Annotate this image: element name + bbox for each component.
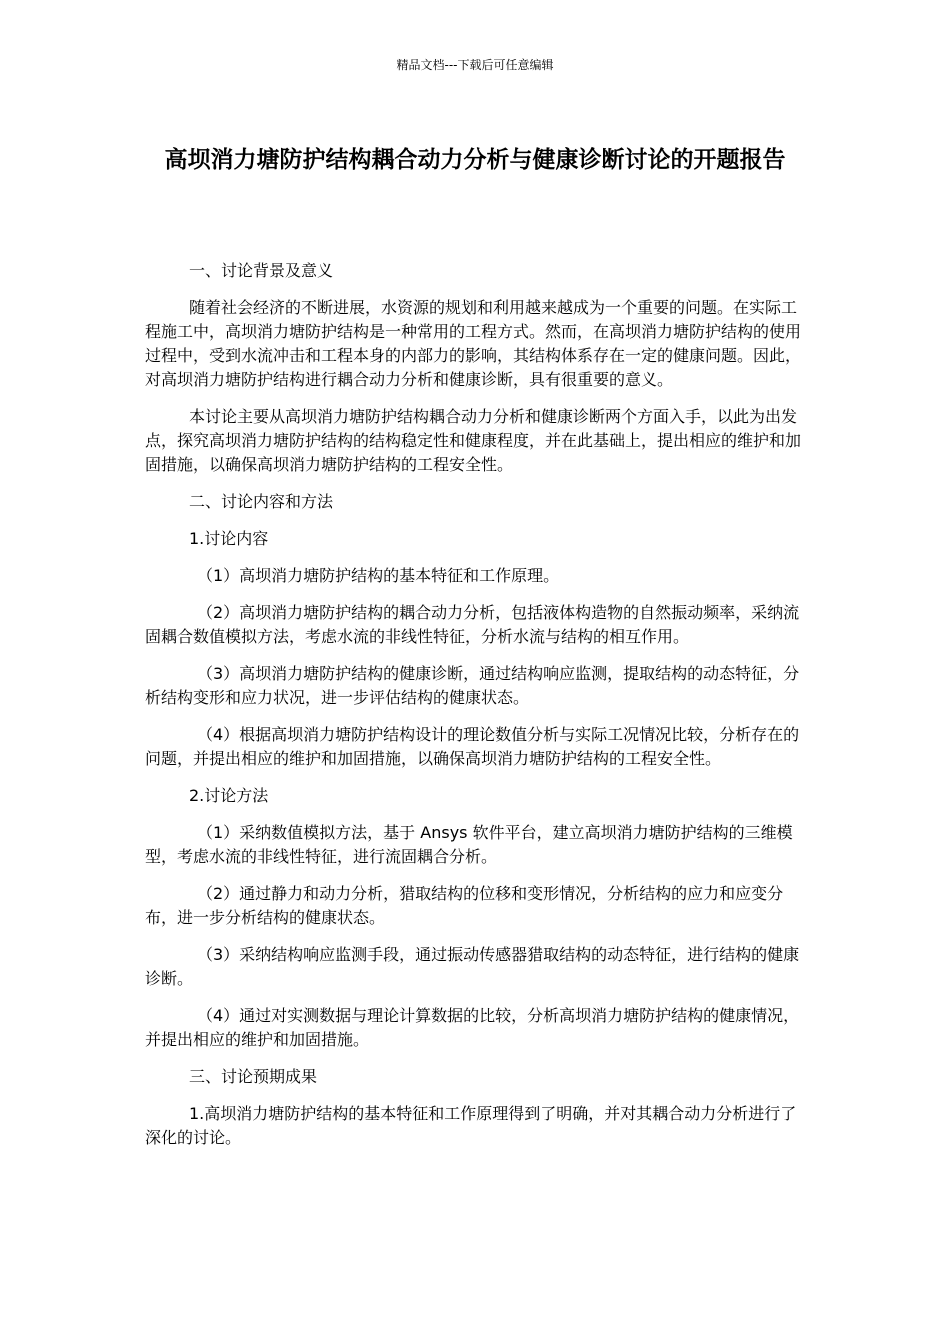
paragraph-background-1: 随着社会经济的不断进展，水资源的规划和利用越来越成为一个重要的问题。在实际工程施工中，高坝消力塘防护结构是一种常用的工程方式。然而，在高坝消力塘防护结构的使用过程中，受到水流冲击和工程本身的内部力的影响，其结构体系存在一定的健康问题。因此，对高坝消力塘防护结构进行耦合动力分析和健康诊断，具有很重要的意义。	[145, 298, 802, 389]
method-item-4: （4）通过对实测数据与理论计算数据的比较，分析高坝消力塘防护结构的健康情况，并提出相应的维护和加固措施。	[145, 1006, 800, 1049]
content-item-3: （3）高坝消力塘防护结构的健康诊断，通过结构响应监测，提取结构的动态特征，分析结构变形和应力状况，进一步评估结构的健康状态。	[145, 664, 800, 707]
subheading-content: 1.讨论内容	[189, 529, 269, 548]
subheading-methods: 2.讨论方法	[189, 786, 269, 805]
content-item-4: （4）根据高坝消力塘防护结构设计的理论数值分析与实际工况情况比较，分析存在的问题，并提出相应的维护和加固措施，以确保高坝消力塘防护结构的工程安全性。	[145, 725, 800, 768]
document-title: 高坝消力塘防护结构耦合动力分析与健康诊断讨论的开题报告	[164, 147, 786, 173]
paragraph-background-2: 本讨论主要从高坝消力塘防护结构耦合动力分析和健康诊断两个方面入手，以此为出发点，探究高坝消力塘防护结构的结构稳定性和健康程度，并在此基础上，提出相应的维护和加固措施，以确保高坝消力塘防护结构的工程安全性。	[145, 407, 802, 474]
method-item-3: （3）采纳结构响应监测手段，通过振动传感器猎取结构的动态特征，进行结构的健康诊断。	[145, 945, 800, 988]
section-heading-expected-results: 三、讨论预期成果	[189, 1067, 318, 1086]
content-item-1: （1）高坝消力塘防护结构的基本特征和工作原理。	[197, 566, 560, 585]
section-heading-background: 一、讨论背景及意义	[189, 261, 334, 280]
method-item-2: （2）通过静力和动力分析，猎取结构的位移和变形情况，分析结构的应力和应变分布，进一步分析结构的健康状态。	[145, 884, 784, 927]
document-body	[145, 259, 805, 1163]
expected-result-1: 1.高坝消力塘防护结构的基本特征和工作原理得到了明确，并对其耦合动力分析进行了深化的讨论。	[145, 1104, 797, 1147]
content-item-2: （2）高坝消力塘防护结构的耦合动力分析，包括液体构造物的自然振动频率，采纳流固耦合数值模拟方法，考虑水流的非线性特征，分析水流与结构的相互作用。	[145, 603, 800, 646]
method-item-1: （1）采纳数值模拟方法，基于 Ansys 软件平台，建立高坝消力塘防护结构的三维模型，考虑水流的非线性特征，进行流固耦合分析。	[145, 823, 793, 866]
section-heading-content-methods: 二、讨论内容和方法	[189, 492, 334, 511]
page-header: 精品文档---下载后可任意编辑	[396, 58, 554, 72]
